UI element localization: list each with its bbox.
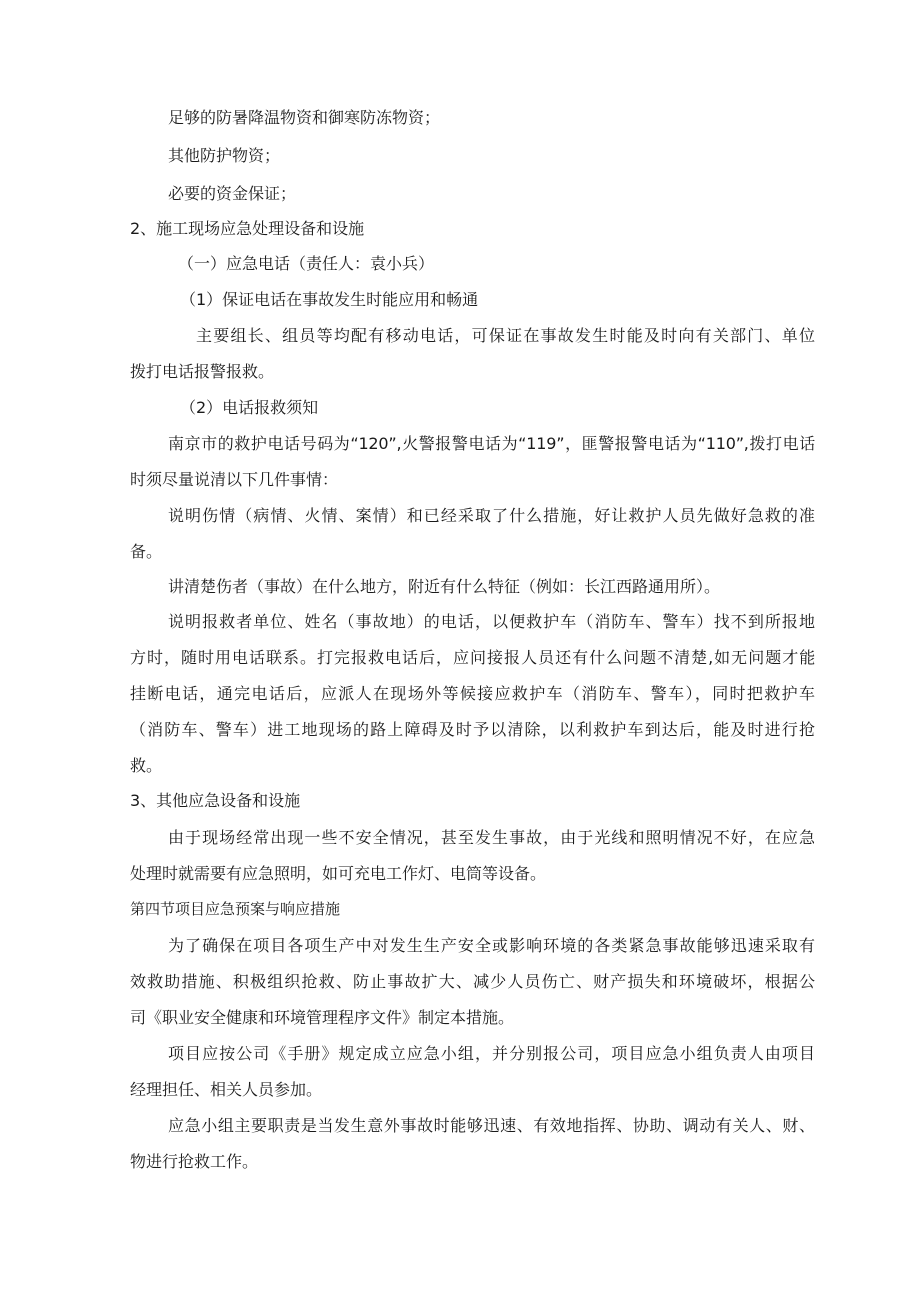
text-line: 挂断电话，通完电话后，应派人在现场外等候接应救护车（消防车、警车），同时把救护车 xyxy=(130,684,815,703)
section-heading: 第四节项目应急预案与响应措施 xyxy=(130,900,341,918)
text-line: 拨打电话报警报救。 xyxy=(130,362,275,381)
text-line: 其他防护物资； xyxy=(168,146,281,165)
text-line: 效救助措施、积极组织抢救、防止事故扩大、减少人员伤亡、财产损失和环境破坏，根据公 xyxy=(130,972,815,991)
text-line: （消防车、警车）进工地现场的路上障碍及时予以清除，以利救护车到达后，能及时进行抢 xyxy=(130,720,815,739)
section-heading: 3、其他应急设备和设施 xyxy=(130,791,301,810)
text-line: 项目应按公司《手册》规定成立应急小组，并分别报公司，项目应急小组负责人由项目 xyxy=(168,1044,815,1063)
text-line: 必要的资金保证； xyxy=(168,184,297,203)
text-line: 由于现场经常出现一些不安全情况，甚至发生事故，由于光线和照明情况不好，在应急 xyxy=(168,828,815,847)
text-line: 处理时就需要有应急照明，如可充电工作灯、电筒等设备。 xyxy=(130,864,547,883)
text-line: 主要组长、组员等均配有移动电话，可保证在事故发生时能及时向有关部门、单位 xyxy=(196,326,815,345)
section-heading: 2、施工现场应急处理设备和设施 xyxy=(130,219,365,238)
text-line: 备。 xyxy=(130,542,163,561)
text-line: 足够的防暑降温物资和御寒防冻物资； xyxy=(168,108,441,127)
subsection-heading: （2）电话报救须知 xyxy=(180,398,319,417)
text-line: 司《职业安全健康和环境管理程序文件》制定本措施。 xyxy=(130,1008,515,1027)
text-line: 说明伤情（病情、火情、案情）和已经采取了什么措施，好让救护人员先做好急救的准 xyxy=(168,506,815,525)
text-line: 救。 xyxy=(130,756,163,775)
text-line: 经理担任、相关人员参加。 xyxy=(130,1080,323,1099)
text-line: 讲清楚伤者（事故）在什么地方，附近有什么特征（例如：长江西路通用所）。 xyxy=(168,577,721,596)
text-line: 说明报救者单位、姓名（事故地）的电话，以便救护车（消防车、警车）找不到所报地 xyxy=(168,612,815,631)
text-line: 为了确保在项目各项生产中对发生生产安全或影响环境的各类紧急事故能够迅速采取有 xyxy=(168,936,815,955)
text-line: 方时，随时用电话联系。打完报救电话后，应问接报人员还有什么问题不清楚,如无问题才能 xyxy=(130,648,815,667)
text-line: 应急小组主要职责是当发生意外事故时能够迅速、有效地指挥、协助、调动有关人、财、 xyxy=(168,1116,815,1135)
text-line: 时须尽量说清以下几件事情： xyxy=(130,470,339,489)
subsection-heading: （1）保证电话在事故发生时能应用和畅通 xyxy=(180,290,479,309)
text-line: 物进行抢救工作。 xyxy=(130,1152,259,1171)
subsection-heading: （一）应急电话（责任人：袁小兵） xyxy=(178,254,435,273)
text-line: 南京市的救护电话号码为“120”,火警报警电话为“119”，匪警报警电话为“110”,拨打电话 xyxy=(168,434,815,453)
